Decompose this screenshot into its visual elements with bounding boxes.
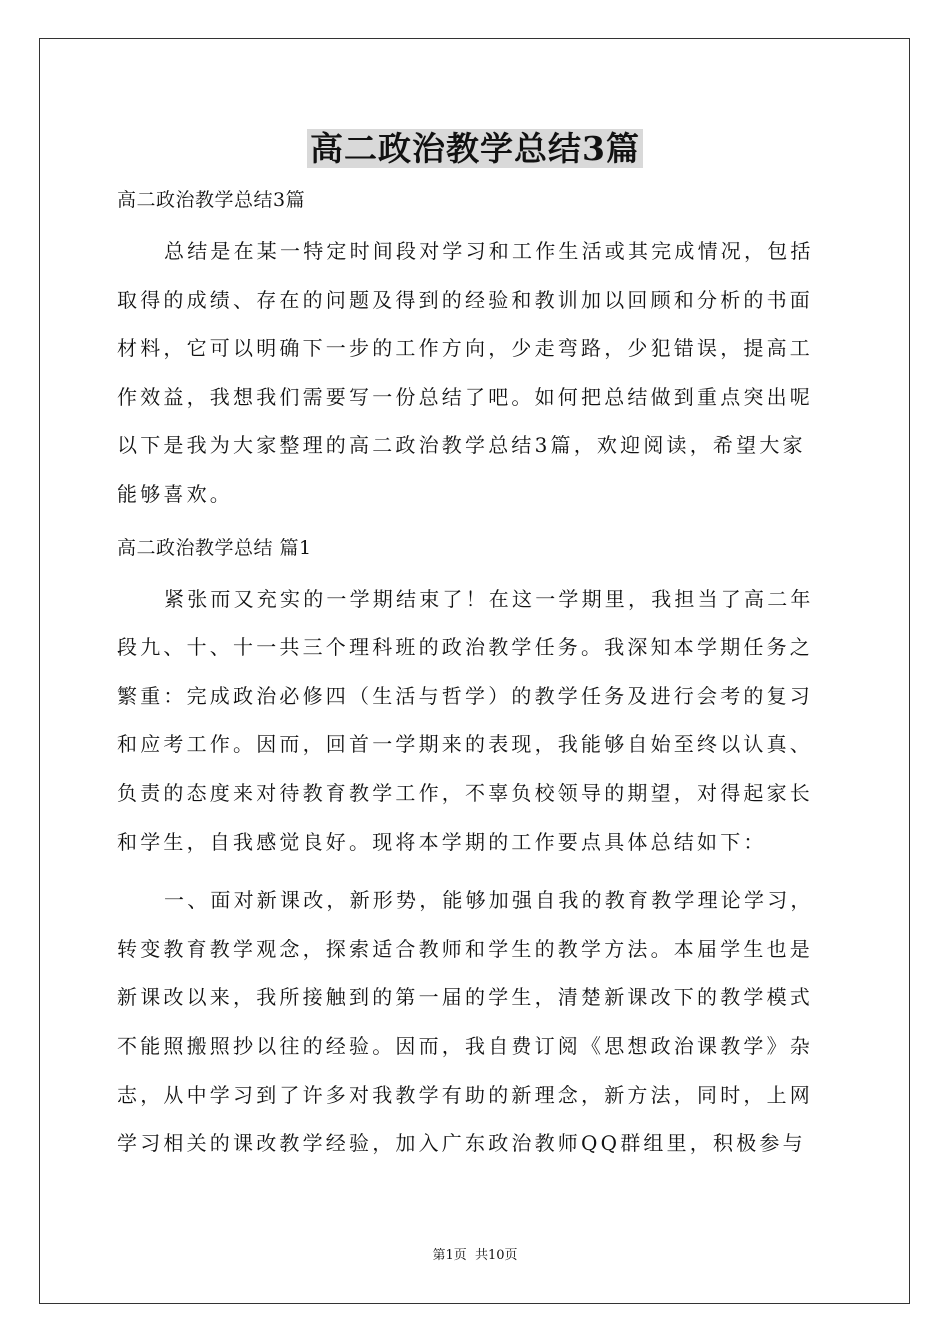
text-line: 学习相关的课改教学经验，加入广东政治教师QQ群组里，积极参与 bbox=[117, 1131, 806, 1156]
text-line: 转变教育教学观念，探索适合教师和学生的教学方法。本届学生也是 bbox=[117, 936, 813, 961]
text-line: 材料，它可以明确下一步的工作方向，少走弯路，少犯错误，提高工 bbox=[117, 336, 813, 361]
document-body bbox=[117, 181, 833, 1178]
document-subtitle: 高二政治教学总结3篇 bbox=[117, 189, 306, 211]
text-line: 以下是我为大家整理的高二政治教学总结3篇，欢迎阅读，希望大家 bbox=[117, 433, 806, 458]
text-line: 和应考工作。因而，回首一学期来的表现，我能够自始至终以认真、 bbox=[117, 732, 813, 757]
section-heading: 高二政治教学总结 篇1 bbox=[117, 536, 312, 559]
text-line: 一、面对新课改，新形势，能够加强自我的教育教学理论学习， bbox=[164, 888, 814, 913]
text-line: 和学生，自我感觉良好。现将本学期的工作要点具体总结如下： bbox=[117, 829, 767, 854]
text-line: 负责的态度来对待教育教学工作，不辜负校领导的期望，对得起家长 bbox=[117, 780, 813, 805]
page-total: 共10页 bbox=[474, 1248, 518, 1263]
text-line: 新课改以来，我所接触到的第一届的学生，清楚新课改下的教学模式 bbox=[117, 985, 813, 1010]
text-line: 总结是在某一特定时间段对学习和工作生活或其完成情况，包括 bbox=[164, 239, 814, 263]
text-line: 取得的成绩、存在的问题及得到的经验和教训加以回顾和分析的书面 bbox=[117, 287, 813, 312]
page-number: 第1页 bbox=[432, 1248, 467, 1263]
text-line: 作效益，我想我们需要写一份总结了吧。如何把总结做到重点突出呢 bbox=[117, 384, 813, 409]
page-footer bbox=[0, 1247, 950, 1265]
text-line: 紧张而又充实的一学期结束了！在这一学期里，我担当了高二年 bbox=[164, 586, 814, 611]
section1-paragraph-2 bbox=[117, 876, 833, 1168]
section1-paragraph-1 bbox=[117, 575, 833, 867]
text-line: 能够喜欢。 bbox=[117, 481, 233, 506]
text-line: 不能照搬照抄以往的经验。因而，我自费订阅《思想政治课教学》杂 bbox=[117, 1033, 813, 1058]
document-title: 高二政治教学总结3篇 bbox=[0, 126, 950, 172]
text-line: 段九、十、十一共三个理科班的政治教学任务。我深知本学期任务之 bbox=[117, 635, 813, 660]
text-line: 繁重：完成政治必修四（生活与哲学）的教学任务及进行会考的复习 bbox=[117, 683, 813, 708]
intro-paragraph bbox=[117, 227, 833, 519]
text-line: 志，从中学习到了许多对我教学有助的新理念，新方法，同时，上网 bbox=[117, 1082, 813, 1107]
